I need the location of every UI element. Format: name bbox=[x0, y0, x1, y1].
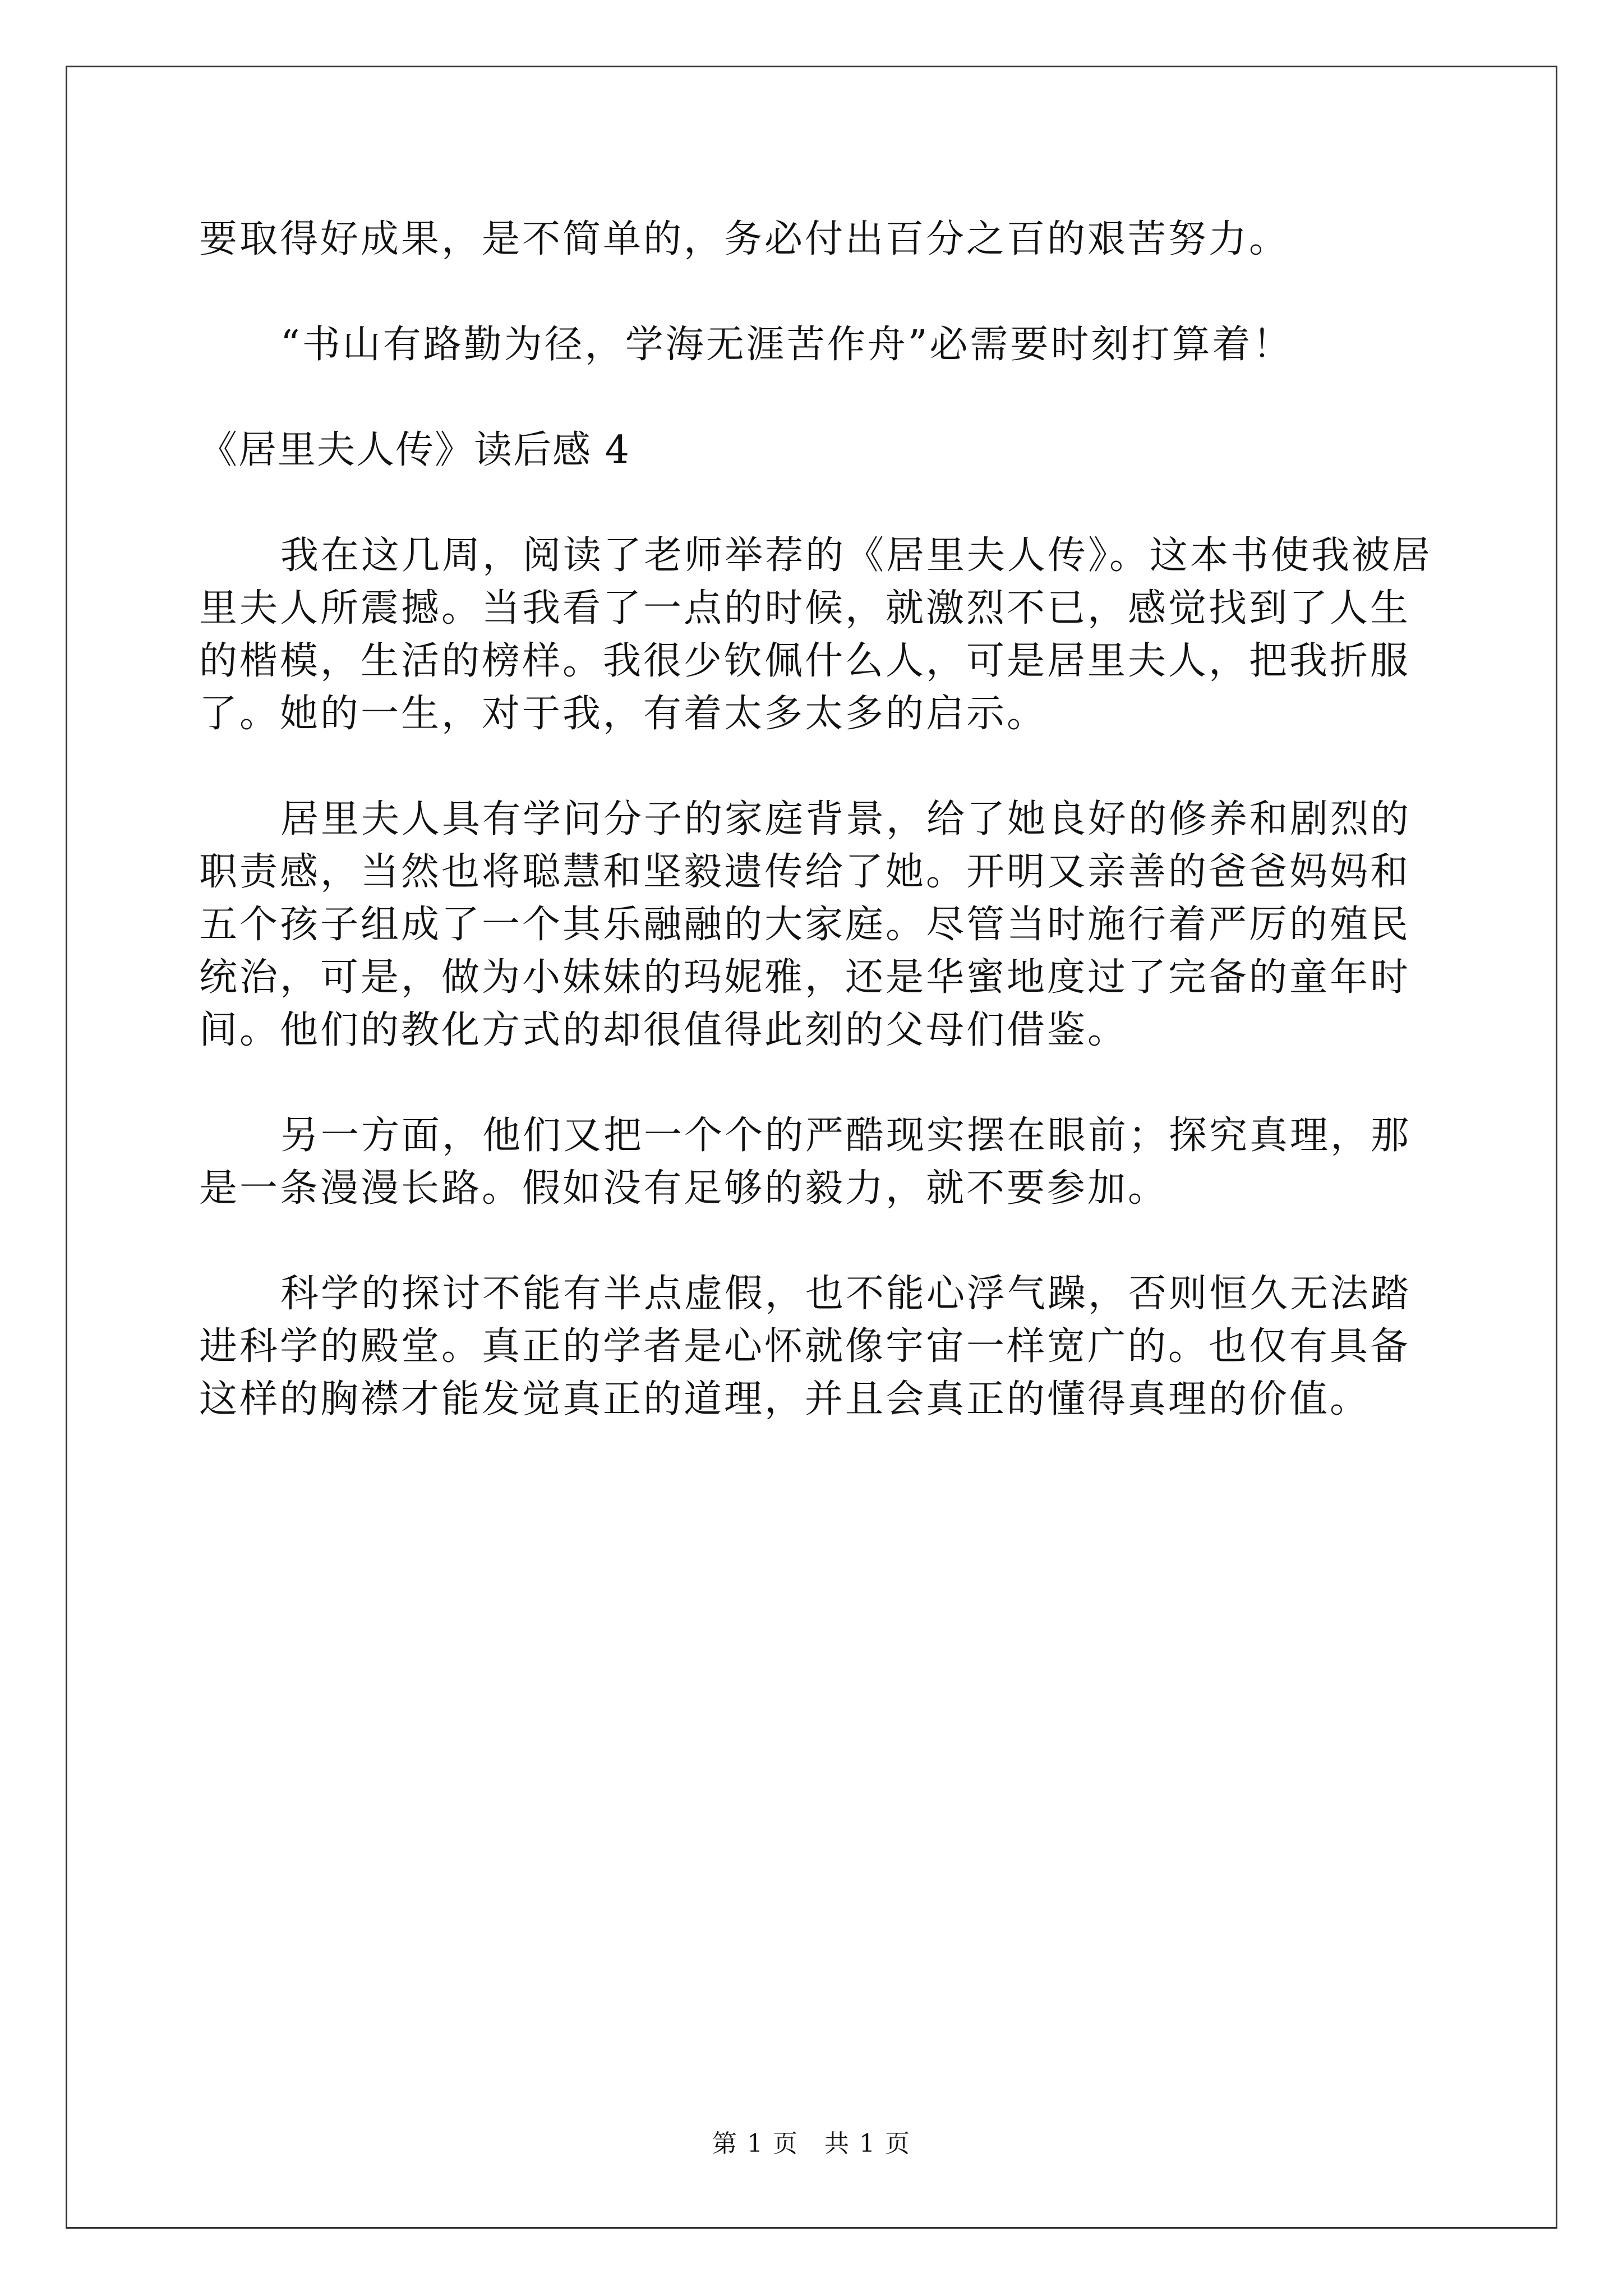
quote-paragraph bbox=[199, 319, 1427, 371]
paragraph bbox=[199, 213, 1427, 266]
text-line: 五个孩子组成了一个其乐融融的大家庭。尽管当时施行着严厉的殖民 bbox=[199, 903, 1411, 947]
text-line: 要取得好成果，是不简单的，务必付出百分之百的艰苦努力。 bbox=[199, 217, 1290, 261]
document-body bbox=[199, 213, 1433, 1479]
paragraph bbox=[199, 1268, 1427, 1426]
text-line: 居里夫人具有学问分子的家庭背景，给了她良好的修养和剧烈的 bbox=[280, 797, 1412, 841]
page-footer: 第 1 页 共 1 页 bbox=[712, 2129, 911, 2158]
text-line: 里夫人所震撼。当我看了一点的时候，就激烈不已，感觉找到了人生 bbox=[199, 586, 1411, 631]
section-heading: 《居里夫人传》读后感 4 bbox=[199, 428, 630, 472]
text-line: 我在这几周，阅读了老师举荐的《居里夫人传》。这本书使我被居 bbox=[280, 533, 1433, 578]
paragraph bbox=[199, 530, 1433, 740]
text-line: 这样的胸襟才能发觉真正的道理，并且会真正的懂得真理的价值。 bbox=[199, 1377, 1371, 1421]
text-line: 进科学的殿堂。真正的学者是心怀就像宇宙一样宽广的。也仅有具备 bbox=[199, 1324, 1411, 1369]
text-line: 统治，可是，做为小妹妹的玛妮雅，还是华蜜地度过了完备的童年时 bbox=[199, 955, 1411, 1000]
text-line: 是一条漫漫长路。假如没有足够的毅力，就不要参加。 bbox=[199, 1166, 1169, 1211]
text-line: 的楷模，生活的榜样。我很少钦佩什么人，可是居里夫人，把我折服 bbox=[199, 639, 1411, 683]
text-line: “书山有路勤为径，学海无涯苦作舟”必需要时刻打算着！ bbox=[280, 323, 1293, 367]
text-line: 了。她的一生，对于我，有着太多太多的启示。 bbox=[199, 692, 1048, 736]
text-line: 间。他们的教化方式的却很值得此刻的父母们借鉴。 bbox=[199, 1008, 1128, 1052]
paragraph bbox=[199, 793, 1427, 1057]
text-line: 职责感，当然也将聪慧和坚毅遗传给了她。开明又亲善的爸爸妈妈和 bbox=[199, 850, 1411, 894]
text-line: 另一方面，他们又把一个个的严酷现实摆在眼前；探究真理，那 bbox=[280, 1114, 1412, 1158]
paragraph bbox=[199, 1110, 1427, 1215]
text-line: 科学的探讨不能有半点虚假，也不能心浮气躁，否则恒久无法踏 bbox=[280, 1272, 1412, 1316]
